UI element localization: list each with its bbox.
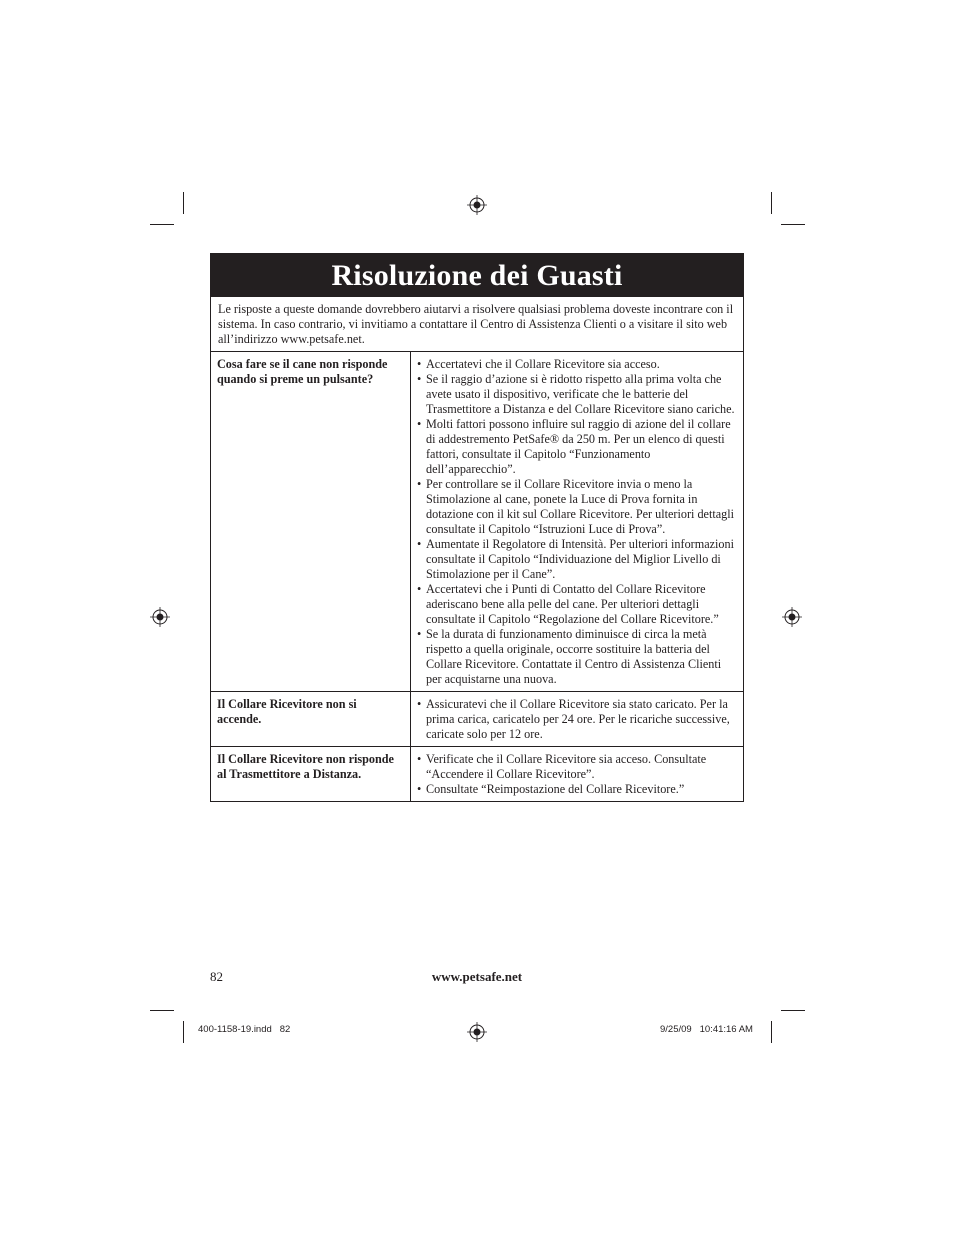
registration-mark-icon [467, 1022, 487, 1042]
troubleshooting-table [210, 253, 744, 802]
answer-cell [411, 747, 743, 801]
question-cell: Cosa fare se il cane non risponde quando si preme un pulsante? [211, 352, 411, 691]
answer-item: • Se il raggio d’azione si è ridotto rispetto alla prima volta che avete usato il dispositivo, verificate che le batterie del Trasmettitore a Distanza e del Collare Ricevitore siano cariche. [417, 372, 737, 417]
crop-mark [771, 1021, 772, 1043]
table-row [211, 746, 743, 801]
print-slug-date: 9/25/09 10:41:16 AM [660, 1024, 753, 1035]
answer-item: • Accertatevi che il Collare Ricevitore sia acceso. [417, 357, 737, 372]
page-title: Risoluzione dei Guasti [211, 254, 743, 297]
answer-item: • Se la durata di funzionamento diminuisce di circa la metà rispetto a quella originale, occorre sostituire la batteria del Collare Ricevitore. Contattate il Centro di Assistenza Clienti per acquistarne una nuova. [417, 627, 737, 687]
registration-mark-icon [782, 607, 802, 627]
crop-mark [150, 224, 174, 225]
crop-mark [781, 224, 805, 225]
registration-mark-icon [150, 607, 170, 627]
page-number: 82 [210, 969, 223, 984]
crop-mark [150, 1010, 174, 1011]
answer-cell [411, 692, 743, 746]
intro-text: Le risposte a queste domande dovrebbero aiutarvi a risolvere qualsiasi problema doveste incontrare con il sistema. In caso contrario, vi invitiamo a contattare il Centro di Assistenza Clienti o a visitare il sito web all’indirizzo www.petsafe.net. [211, 297, 743, 352]
table-row [211, 691, 743, 746]
table-row [211, 352, 743, 691]
answer-item: • Aumentate il Regolatore di Intensità. Per ulteriori informazioni consultate il Capitolo “Individuazione del Miglior Livello di Stimolazione per il Cane”. [417, 537, 737, 582]
answer-item: • Accertatevi che i Punti di Contatto del Collare Ricevitore aderiscano bene alla pelle del cane. Per ulteriori dettagli consultate il Capitolo “Regolazione del Collare Ricevitore.” [417, 582, 737, 627]
answer-item: • Verificate che il Collare Ricevitore sia acceso. Consultate “Accendere il Collare Ricevitore”. [417, 752, 737, 782]
answer-item: • Assicuratevi che il Collare Ricevitore sia stato caricato. Per la prima carica, caricatelo per 24 ore. Per le ricariche successive, caricate solo per 12 ore. [417, 697, 737, 742]
crop-mark [183, 192, 184, 214]
question-cell: Il Collare Ricevitore non risponde al Trasmettitore a Distanza. [211, 747, 411, 801]
crop-mark [183, 1021, 184, 1043]
answer-item: • Consultate “Reimpostazione del Collare Ricevitore.” [417, 782, 737, 797]
footer-url: www.petsafe.net [431, 969, 523, 984]
answer-cell [411, 352, 743, 691]
crop-mark [781, 1010, 805, 1011]
crop-mark [771, 192, 772, 214]
answer-item: • Per controllare se il Collare Ricevitore invia o meno la Stimolazione al cane, ponete la Luce di Prova fornita in dotazione con il kit sul Collare Ricevitore. Per ulteriori dettagli consultate il Capitolo “Istruzioni Luce di Prova”. [417, 477, 737, 537]
registration-mark-icon [467, 195, 487, 215]
answer-item: • Molti fattori possono influire sul raggio di azione del il collare di addestremento PetSafe® da 250 m. Per un elenco di questi fattori, consultate il Capitolo “Funzionamento dell’apparecchio”. [417, 417, 737, 477]
print-slug-file: 400-1158-19.indd 82 [198, 1024, 291, 1035]
question-cell: Il Collare Ricevitore non si accende. [211, 692, 411, 746]
